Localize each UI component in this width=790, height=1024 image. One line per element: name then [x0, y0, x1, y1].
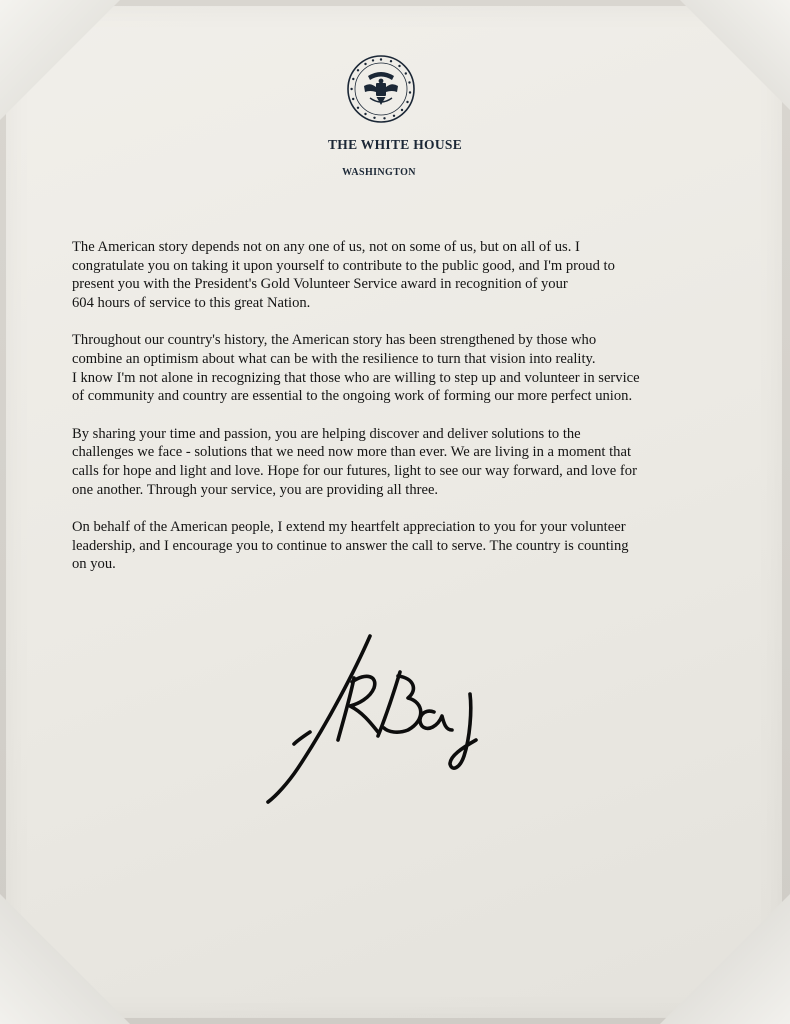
letterhead-subtitle: WASHINGTON [342, 167, 416, 178]
letter-paragraph-3 [72, 425, 712, 499]
letter-paragraph-4 [72, 518, 712, 574]
letter-line: calls for hope and light and love. Hope for our futures, light to see our way forward, and love for [72, 462, 637, 479]
letter-line: of community and country are essential to the ongoing work of forming our more perfect union. [72, 388, 633, 405]
letter-line: combine an optimism about what can be with the resilience to turn that vision into reality. [72, 350, 596, 367]
handwritten-signature [258, 628, 508, 808]
letter-line: congratulate you on taking it upon yourself to contribute to the public good, and I'm proud to [72, 257, 615, 274]
presidential-seal-icon [346, 54, 416, 124]
letter-line: I know I'm not alone in recognizing that those who are willing to step up and volunteer in service [72, 369, 640, 386]
letter-line: leadership, and I encourage you to continue to answer the call to serve. The country is counting [72, 537, 629, 554]
letterhead-title: THE WHITE HOUSE [327, 137, 463, 152]
letter-line: By sharing your time and passion, you are helping discover and deliver solutions to the [72, 425, 581, 442]
letter-line: 604 hours of service to this great Nation. [72, 294, 311, 311]
letter-body [72, 238, 712, 593]
letter-line: The American story depends not on any one of us, not on some of us, but on all of us. I [72, 239, 580, 255]
letter-line: Throughout our country's history, the American story has been strengthened by those who [72, 332, 597, 349]
letter-paragraph-2 [72, 331, 712, 405]
letter-paragraph-1 [72, 238, 712, 312]
letter-line: on you. [72, 556, 116, 573]
letter-line: present you with the President's Gold Volunteer Service award in recognition of your [72, 276, 568, 293]
letter-line: one another. Through your service, you are providing all three. [72, 481, 439, 498]
letter-line: On behalf of the American people, I extend my heartfelt appreciation to you for your volunteer [72, 519, 626, 536]
letter-line: challenges we face - solutions that we need now more than ever. We are living in a moment that [72, 444, 632, 461]
